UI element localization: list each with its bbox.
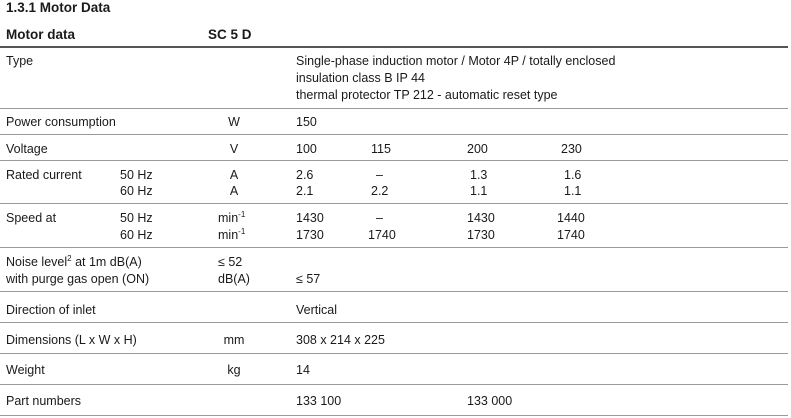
voltage-value: 200 [467, 142, 488, 156]
row-unit: kg [227, 363, 241, 377]
row-label: Weight [6, 363, 45, 377]
speed-value: 1430 [296, 211, 324, 225]
row-unit: W [228, 115, 240, 129]
freq-label: 60 Hz [120, 228, 153, 242]
part-number: 133 000 [467, 394, 513, 408]
speed-value: 1430 [467, 211, 495, 225]
voltage-value: 100 [296, 142, 317, 156]
row-value: 150 [296, 115, 317, 129]
table-row-parts [0, 385, 788, 416]
table-row-rated-current [0, 161, 788, 204]
current-value: 1.3 [470, 168, 488, 182]
current-value: – [376, 168, 383, 182]
current-value: 2.1 [296, 184, 314, 198]
row-unit: $\min^{-1}$ [218, 210, 246, 225]
freq-label: 50 Hz [120, 168, 153, 182]
type-line-2: insulation class B IP 44 [296, 71, 426, 85]
table-row-weight [0, 354, 788, 385]
row-value: Vertical [296, 303, 337, 317]
speed-value: 1730 [467, 228, 495, 242]
speed-value: 1740 [368, 228, 396, 242]
speed-value: – [376, 211, 383, 225]
voltage-value: 230 [561, 142, 582, 156]
row-value: 14 [296, 363, 310, 377]
row-label: Direction of inlet [6, 303, 96, 317]
row-unit: V [229, 142, 239, 156]
row-label: Noise level$^2$ at 1m dB(A) [6, 254, 142, 269]
section-title: 1.3.1 Motor Data [6, 0, 111, 15]
table-header [0, 22, 788, 48]
row-value: 308 x 214 x 225 [296, 333, 385, 347]
row-unit: mm [223, 333, 245, 347]
table-row-voltage [0, 135, 788, 161]
table-row-inlet [0, 292, 788, 323]
row-label: Speed at [6, 211, 57, 225]
row-label: Voltage [6, 142, 48, 156]
row-label: Part numbers [6, 394, 82, 408]
current-value: 2.2 [371, 184, 389, 198]
speed-value: 1740 [557, 228, 585, 242]
freq-label: 50 Hz [120, 211, 153, 225]
noise-value-2: ≤ 57 [296, 272, 321, 286]
table-row-power [0, 109, 788, 135]
type-line-1: Single-phase induction motor / Motor 4P / totally enclosed [296, 54, 616, 68]
row-label: Rated current [6, 168, 82, 182]
part-number: 133 100 [296, 394, 342, 408]
noise-value-1: ≤ 52 [218, 255, 243, 269]
current-value: 2.6 [296, 168, 314, 182]
row-unit: A [229, 168, 239, 182]
row-unit: A [229, 184, 239, 198]
current-value: 1.1 [470, 184, 488, 198]
row-label: Power consumption [6, 115, 116, 129]
row-label: Dimensions (L x W x H) [6, 333, 137, 347]
speed-value: 1730 [296, 228, 324, 242]
table-row-speed [0, 204, 788, 248]
row-label: Type [6, 54, 34, 68]
row-unit: $\min^{-1}$ [218, 227, 246, 242]
row-unit: dB(A) [218, 272, 250, 286]
current-value: 1.6 [564, 168, 582, 182]
table-row-noise [0, 248, 788, 292]
freq-label: 60 Hz [120, 184, 153, 198]
voltage-value: 115 [371, 142, 391, 156]
table-row-dimensions [0, 323, 788, 354]
table-row-type [0, 48, 788, 109]
row-label-line-2: with purge gas open (ON) [6, 272, 150, 286]
type-line-3: thermal protector TP 212 - automatic reset type [296, 88, 558, 102]
speed-value: 1440 [557, 211, 585, 225]
header-label: Motor data [6, 27, 75, 42]
current-value: 1.1 [564, 184, 582, 198]
header-model: SC 5 D [208, 27, 252, 42]
